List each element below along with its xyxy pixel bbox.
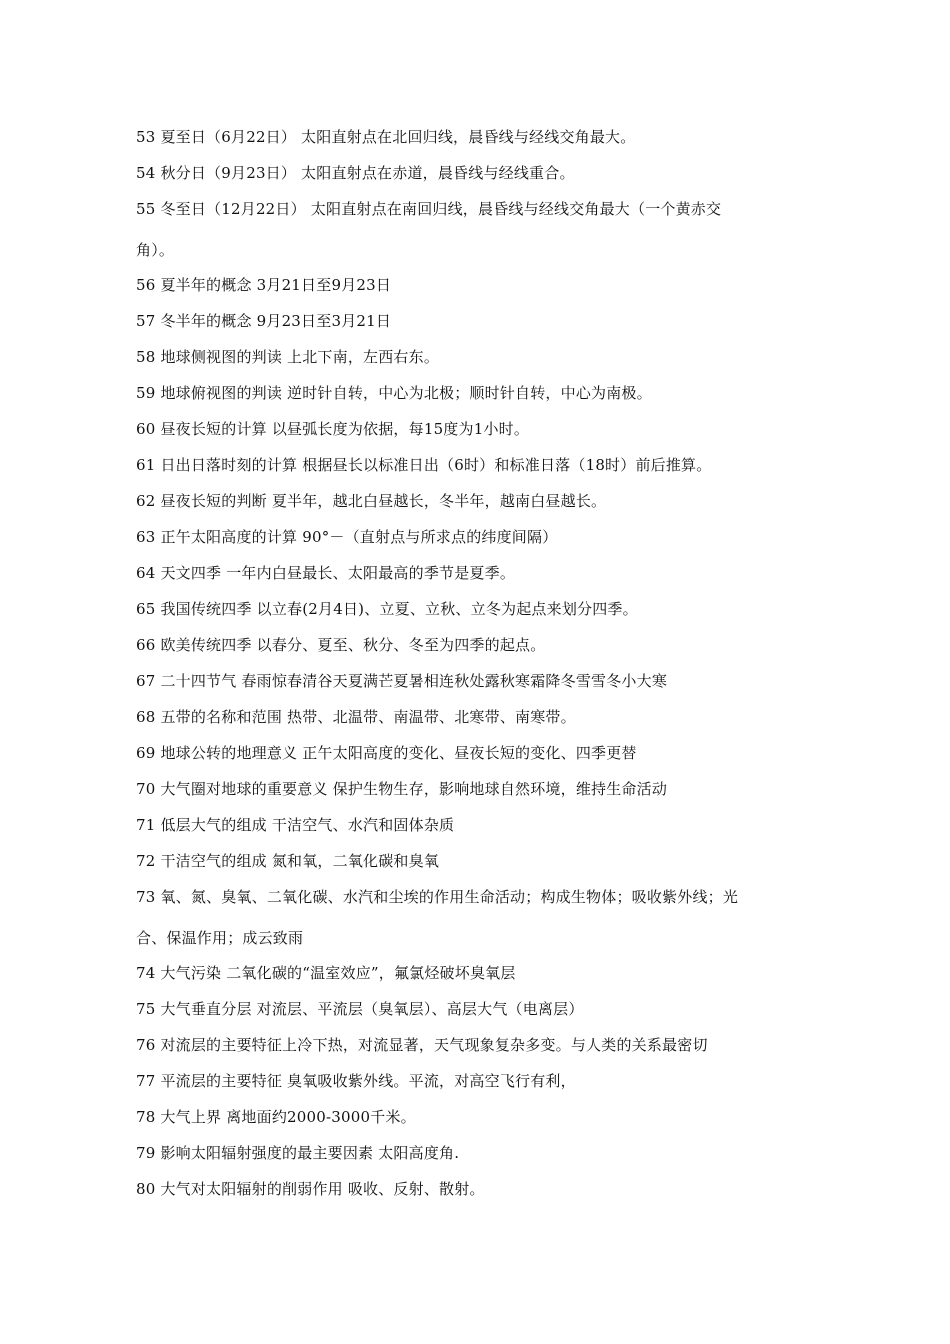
text-line-71: 71 低层大气的组成 干洁空气、水汽和固体杂质 (136, 816, 455, 834)
text-line-73: 73 氧、氮、臭氧、二氧化碳、水汽和尘埃的作用生命活动；构成生物体；吸收紫外线；光 (136, 888, 739, 906)
text-line-57: 57 冬半年的概念 9月23日至3月21日 (136, 312, 392, 330)
text-line-80: 80 大气对太阳辐射的削弱作用 吸收、反射、散射。 (136, 1180, 485, 1198)
text-line-68: 68 五带的名称和范围 热带、北温带、南温带、北寒带、南寒带。 (136, 708, 576, 726)
text-line-67: 67 二十四节气 春雨惊春清谷天夏满芒夏暑相连秋处露秋寒霜降冬雪雪冬小大寒 (136, 672, 668, 690)
text-line-53: 53 夏至日（6月22日） 太阳直射点在北回归线，晨昏线与经线交角最大。 (136, 128, 636, 146)
text-line-62: 62 昼夜长短的判断 夏半年，越北白昼越长，冬半年，越南白昼越长。 (136, 492, 607, 510)
text-line-70: 70 大气圈对地球的重要意义 保护生物生存，影响地球自然环境，维持生命活动 (136, 780, 668, 798)
text-line-55-cont: 角）。 (136, 241, 175, 259)
text-line-79: 79 影响太阳辐射强度的最主要因素 太阳高度角. (136, 1144, 460, 1162)
text-line-56: 56 夏半年的概念 3月21日至9月23日 (136, 276, 392, 294)
text-line-64: 64 天文四季 一年内白昼最长、太阳最高的季节是夏季。 (136, 564, 516, 582)
text-line-63: 63 正午太阳高度的计算 90°－（直射点与所求点的纬度间隔） (136, 528, 558, 546)
text-line-59: 59 地球俯视图的判读 逆时针自转，中心为北极；顺时针自转，中心为南极。 (136, 384, 652, 402)
text-line-76: 76 对流层的主要特征上冷下热，对流显著，天气现象复杂多变。与人类的关系最密切 (136, 1036, 708, 1054)
text-line-60: 60 昼夜长短的计算 以昼弧长度为依据，每15度为1小时。 (136, 420, 530, 438)
text-line-72: 72 干洁空气的组成 氮和氧，二氧化碳和臭氧 (136, 852, 440, 870)
text-line-75: 75 大气垂直分层 对流层、平流层（臭氧层）、高层大气（电离层） (136, 1000, 584, 1018)
text-line-66: 66 欧美传统四季 以春分、夏至、秋分、冬至为四季的起点。 (136, 636, 546, 654)
text-line-74: 74 大气污染 二氧化碳的“温室效应”，氟氯烃破坏臭氧层 (136, 964, 516, 982)
text-line-78: 78 大气上界 离地面约2000-3000千米。 (136, 1108, 416, 1126)
text-line-61: 61 日出日落时刻的计算 根据昼长以标准日出（6时）和标准日落（18时）前后推算。 (136, 456, 712, 474)
text-line-69: 69 地球公转的地理意义 正午太阳高度的变化、昼夜长短的变化、四季更替 (136, 744, 637, 762)
text-line-77: 77 平流层的主要特征 臭氧吸收紫外线。平流，对高空飞行有利， (136, 1072, 576, 1090)
text-line-58: 58 地球侧视图的判读 上北下南，左西右东。 (136, 348, 440, 366)
text-line-54: 54 秋分日（9月23日） 太阳直射点在赤道，晨昏线与经线重合。 (136, 164, 575, 182)
text-line-55: 55 冬至日（12月22日） 太阳直射点在南回归线，晨昏线与经线交角最大（一个黄赤交 (136, 200, 722, 218)
text-line-65: 65 我国传统四季 以立春(2月4日)、立夏、立秋、立冬为起点来划分四季。 (136, 600, 638, 618)
text-line-73-cont: 合、保温作用；成云致雨 (136, 929, 304, 947)
